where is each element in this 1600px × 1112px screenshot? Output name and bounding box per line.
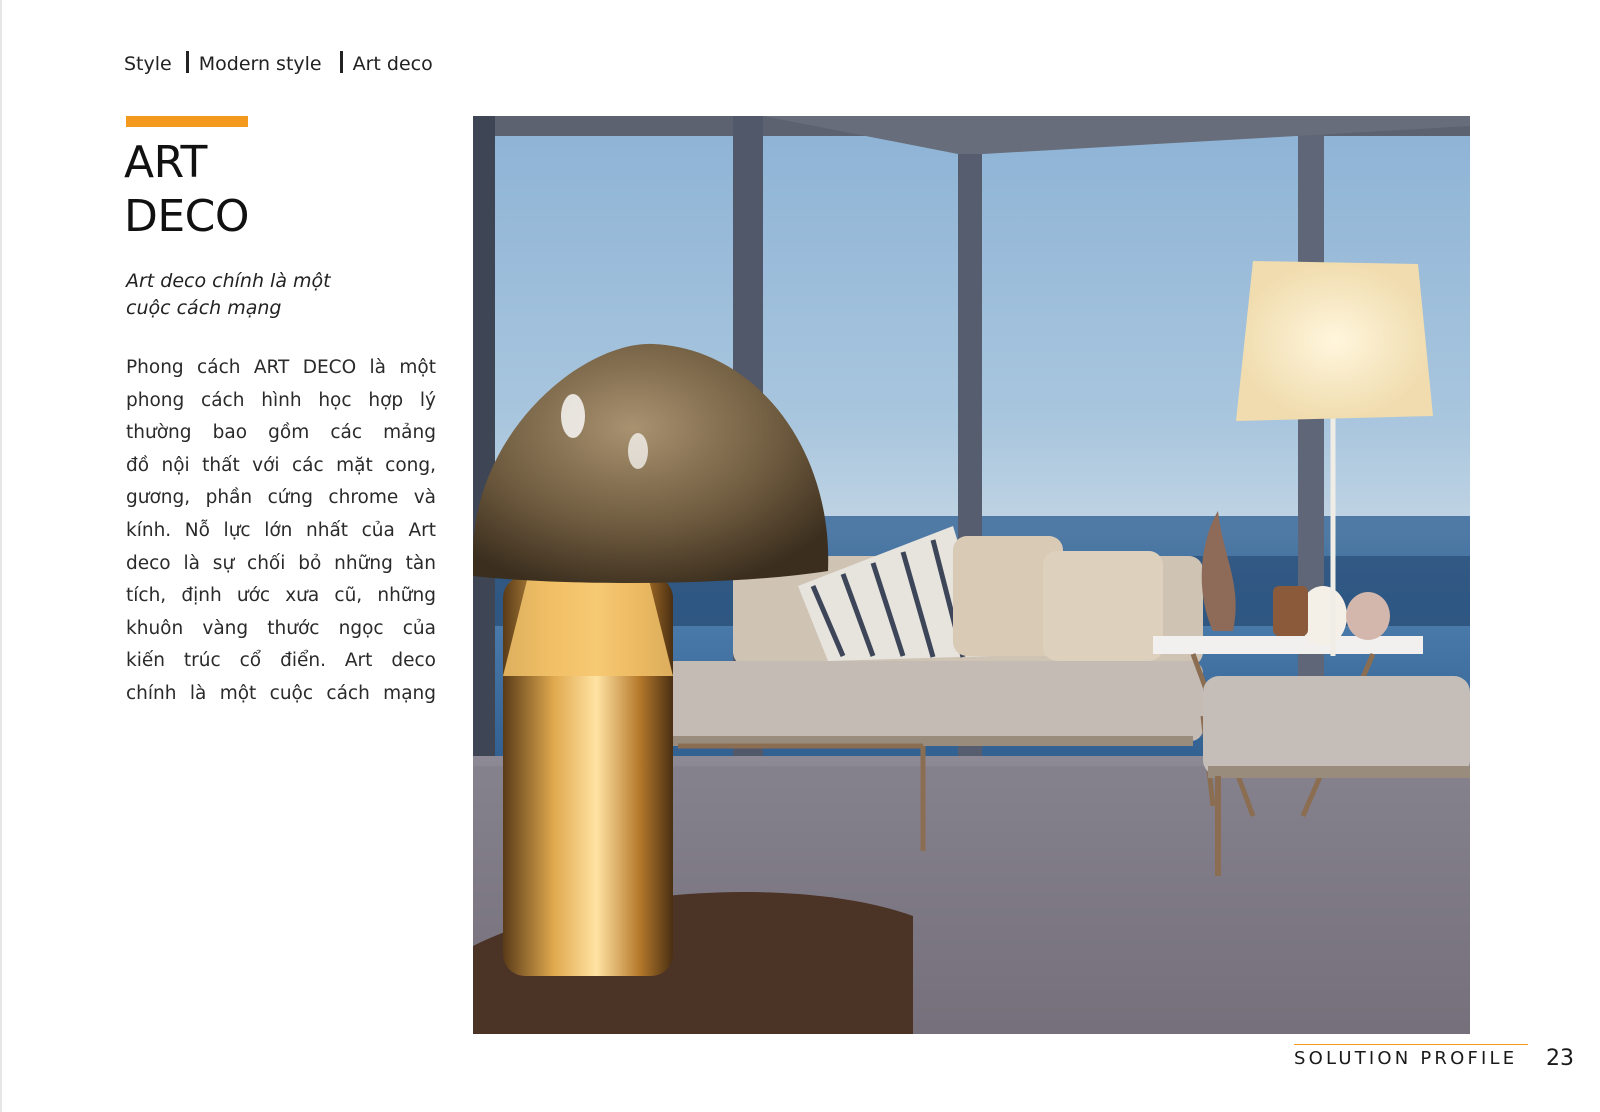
- interior-photo: [473, 116, 1470, 1034]
- body-line: khuôn vàng thước ngọc của: [126, 617, 436, 639]
- breadcrumb-art-deco[interactable]: Art deco: [352, 53, 433, 75]
- subtitle: [126, 268, 426, 322]
- breadcrumb: [124, 50, 433, 78]
- body-line: thường bao gồm các mảng: [126, 422, 436, 444]
- body-line: Phong cách ART DECO là một: [126, 357, 436, 378]
- breadcrumb-separator: [340, 51, 343, 73]
- body-line: gương, phần cứng chrome và: [126, 487, 436, 509]
- breadcrumb-separator: [186, 51, 189, 73]
- breadcrumb-modern-style[interactable]: Modern style: [198, 53, 322, 75]
- page-edge: [0, 0, 2, 1112]
- subtitle-line-2: cuộc cách mạng: [126, 297, 282, 319]
- footer-rule: [1294, 1044, 1528, 1045]
- footer-label: SOLUTION PROFILE: [1294, 1048, 1518, 1069]
- body-line: đồ nội thất với các mặt cong,: [126, 454, 436, 476]
- body-line: tích, định ước xưa cũ, những: [126, 585, 436, 607]
- accent-bar: [126, 116, 248, 127]
- interior-photo-illustration: [473, 116, 1470, 1034]
- breadcrumb-style[interactable]: Style: [124, 53, 172, 75]
- body-line: deco là sự chối bỏ những tàn: [126, 552, 436, 574]
- body-line: kính. Nỗ lực lớn nhất của Art: [126, 519, 436, 541]
- body-line: kiến trúc cổ điển. Art deco: [126, 650, 436, 672]
- page-title-line-2: DECO: [124, 191, 250, 242]
- body-line: phong cách hình học hợp lý: [126, 389, 436, 411]
- page-number: 23: [1546, 1046, 1574, 1071]
- body-paragraph: [126, 352, 436, 711]
- page-title-line-1: ART: [124, 137, 207, 188]
- page-title: [124, 136, 249, 244]
- body-line: chính là một cuộc cách mạng: [126, 682, 436, 704]
- subtitle-line-1: Art deco chính là một: [126, 270, 331, 292]
